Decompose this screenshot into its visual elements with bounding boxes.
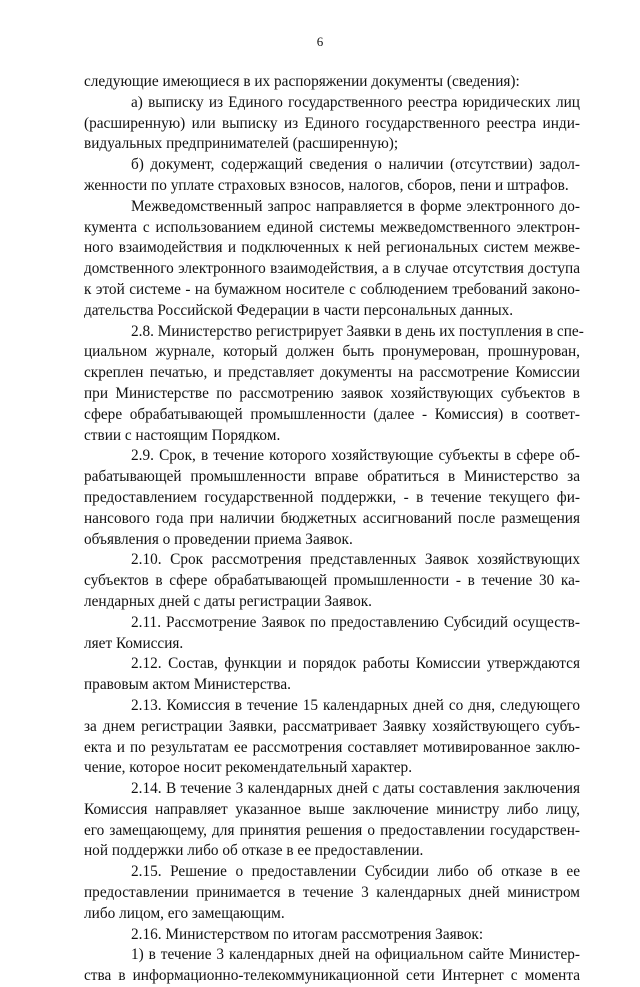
text-line: чение, которое носит рекомендательный характер. [84,759,413,777]
text-line: субъектов в сфере обрабатывающей промышленности - в течение 30 ка- [84,572,580,590]
text-line: нансового года при наличии бюджетных ассигнований после размещения [84,509,580,527]
text-line: 2.11. Рассмотрение Заявок по предоставлению Субсидий осуществ- [131,613,580,631]
text-line: 2.12. Состав, функции и порядок работы Комиссии утверждаются [131,655,580,673]
text-line: ляет Комиссия. [84,634,184,652]
text-line: за днем регистрации Заявки, рассматривает Заявку хозяйствующего субъ- [84,717,580,735]
text-line: дательства Российской Федерации в части персональных данных. [84,301,514,319]
text-line: рабатывающей промышленности вправе обратиться в Министерство за [84,468,580,486]
text-line: кумента с использованием единой системы межведомственного электрон- [84,218,580,236]
text-line: предоставлении принимается в течение 3 календарных дней министром [84,884,580,902]
text-line: следующие имеющиеся в их распоряжении документы (сведения): [84,73,520,90]
text-line: ства в информационно-телекоммуникационной сети Интернет с момента [84,967,580,985]
text-line: объявления о проведении приема Заявок. [84,530,353,548]
text-line: 1) в течение 3 календарных дней на официальном сайте Министер- [131,946,580,964]
text-line: 2.15. Решение о предоставлении Субсидии либо об отказе в ее [131,863,580,881]
text-line: правовым актом Министерства. [84,676,291,694]
text-line: видуальных предпринимателей (расширенную); [84,135,399,153]
document-body [84,72,584,987]
text-line: ной поддержки либо об отказе в ее предоставлении. [84,842,424,860]
page-number: 6 [316,34,324,49]
text-line: циальном журнале, который должен быть пронумерован, прошнурован, [84,343,580,361]
text-line: женности по уплате страховых взносов, налогов, сборов, пени и штрафов. [84,176,569,194]
text-line: при Министерстве по рассмотрению заявок хозяйствующих субъектов в [84,384,580,402]
text-line: сфере обрабатывающей промышленности (далее - Комиссия) в соответ- [84,405,580,423]
text-line: ного взаимодействия и подключенных к ней региональных систем межве- [84,239,580,257]
text-line: скреплен печатью, и представляет документы на рассмотрение Комиссии [84,364,580,382]
text-line: к этой системе - на бумажном носителе с соблюдением требований законо- [84,280,580,298]
text-line: екта и по результатам ее рассмотрения составляет мотивированное заклю- [84,738,580,756]
text-line: Комиссия направляет указанное выше заключение министру либо лицу, [84,800,580,818]
text-line: б) документ, содержащий сведения о наличии (отсутствии) задол- [131,156,580,174]
text-line: ствии с настоящим Порядком. [84,426,281,444]
text-line: домственного электронного взаимодействия, а в случае отсутствия доступа [84,260,580,278]
text-line: 2.14. В течение 3 календарных дней с даты составления заключения [131,780,580,798]
text-line: 2.10. Срок рассмотрения представленных Заявок хозяйствующих [131,551,580,569]
text-line: (расширенную) или выписку из Единого государственного реестра инди- [84,114,580,132]
text-line: 2.13. Комиссия в течение 15 календарных дней со дня, следующего [131,696,580,714]
text-line: Межведомственный запрос направляется в форме электронного до- [131,197,580,215]
text-line: его замещающему, для принятия решения о предоставлении государствен- [84,821,580,839]
text-line: 2.8. Министерство регистрирует Заявки в день их поступления в спе- [131,322,584,340]
text-line: либо лицом, его замещающим. [84,904,285,922]
text-line: лендарных дней с даты регистрации Заявок. [84,592,373,610]
text-line: предоставлением государственной поддержки, - в течение текущего фи- [84,488,580,506]
text-line: а) выписку из Единого государственного реестра юридических лиц [131,93,580,111]
text-line: 2.16. Министерством по итогам рассмотрения Заявок: [131,925,484,943]
text-line: 2.9. Срок, в течение которого хозяйствующие субъекты в сфере об- [131,447,580,465]
